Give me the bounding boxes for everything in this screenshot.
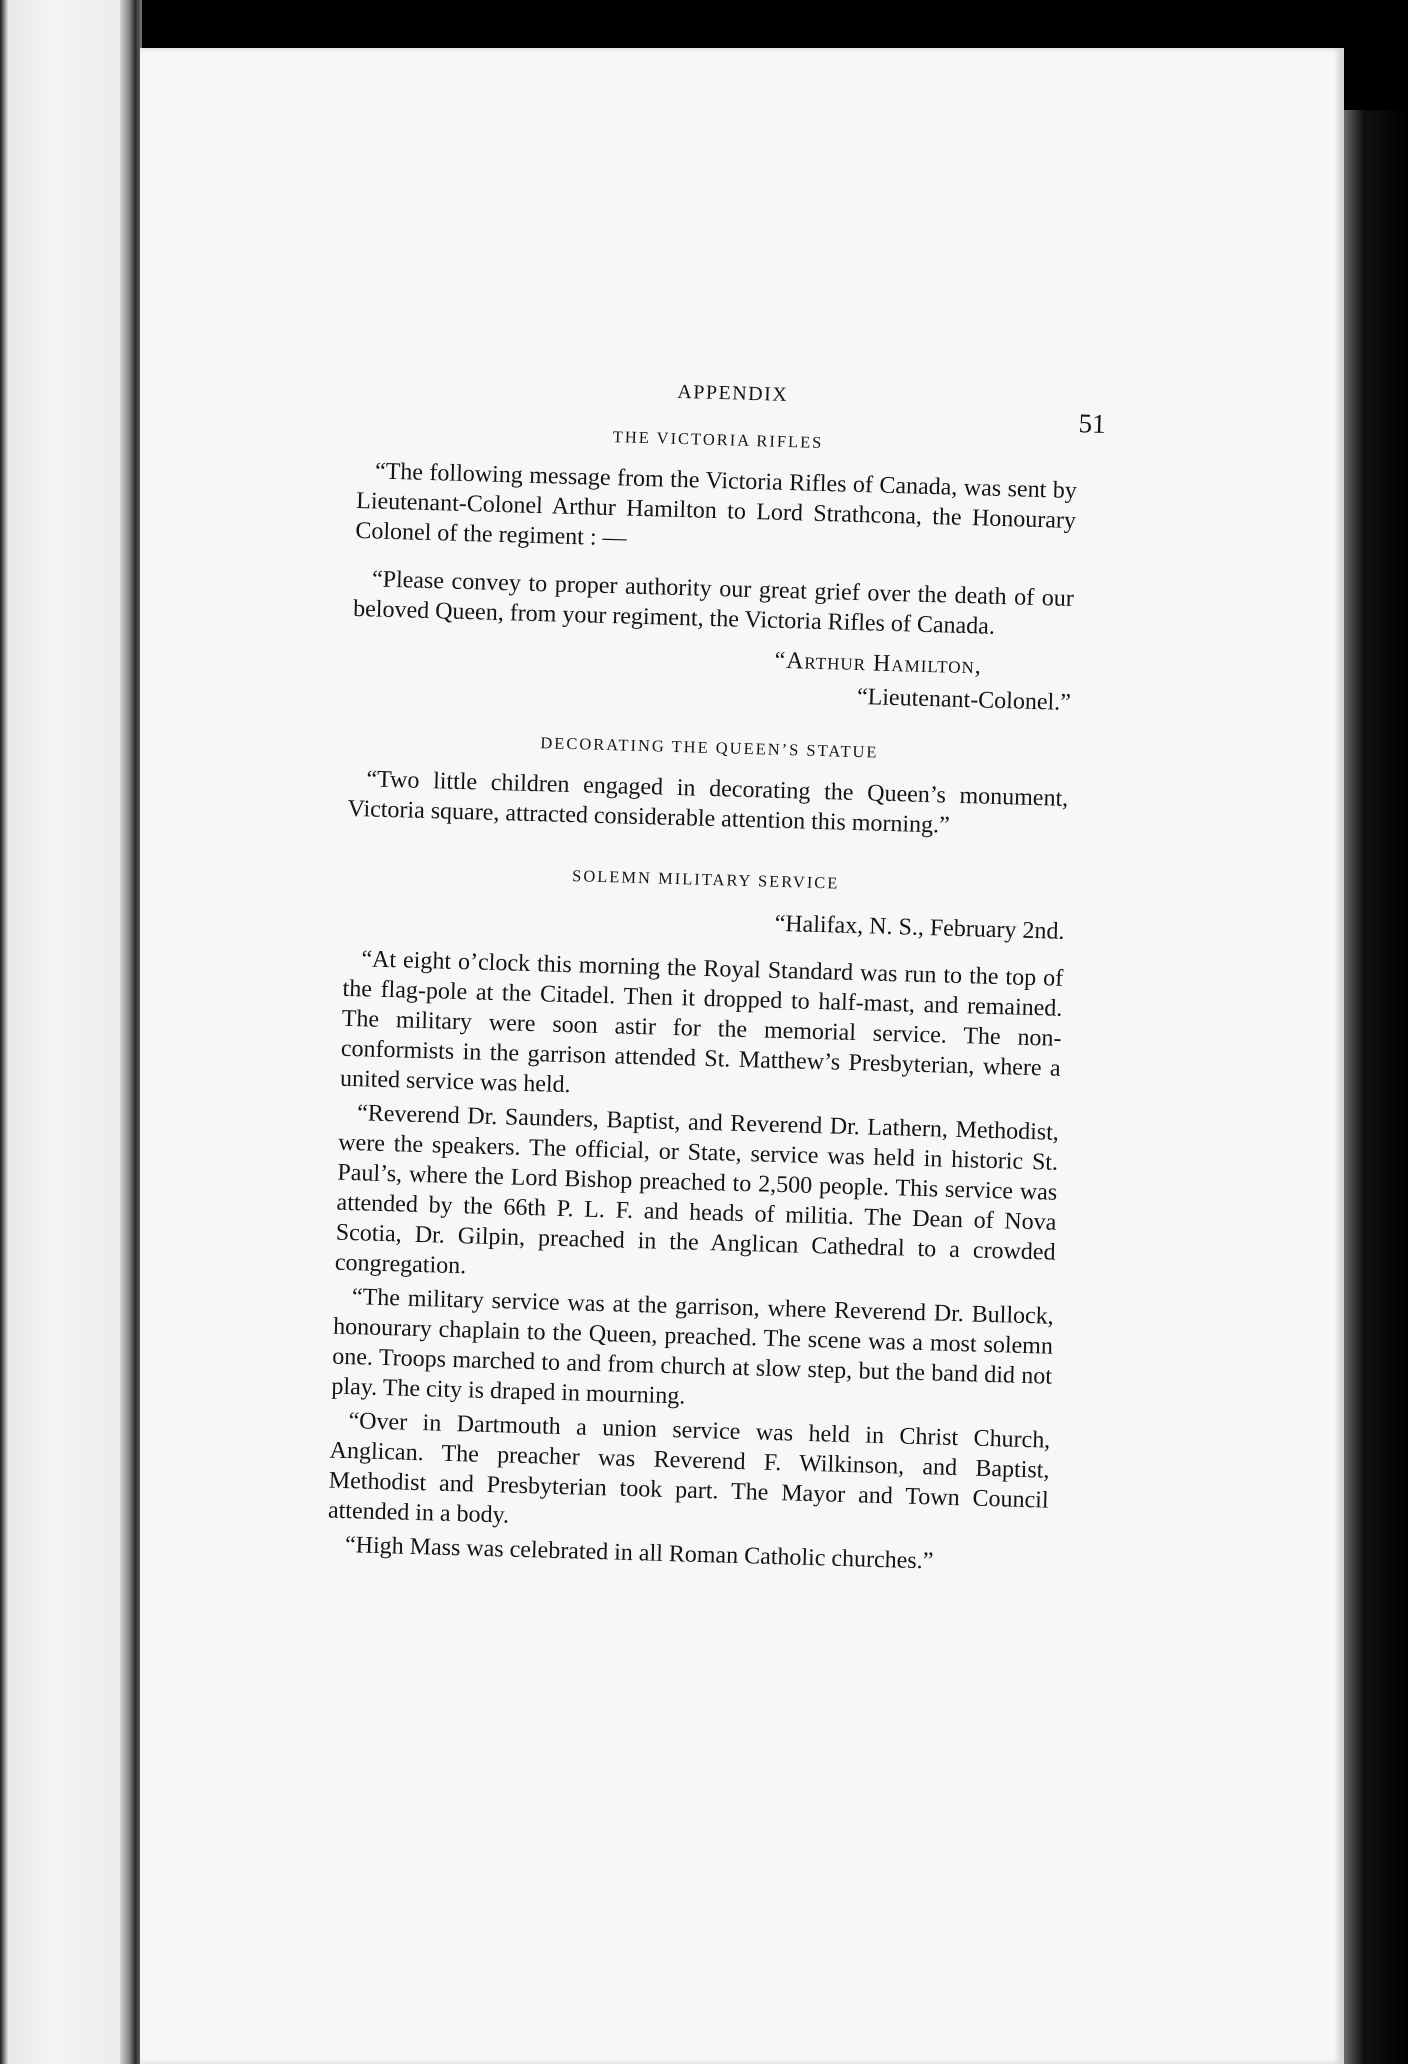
paragraph: “The following message from the Victoria Rifles of Canada, was sent by Lieutenant-Colonel Arthur Hamilton to Lord Strathcona, the Honourary Colonel of the regiment : — xyxy=(355,458,1078,552)
signature xyxy=(351,632,1073,720)
page-text-block xyxy=(327,366,1107,1584)
section-heading: SOLEMN MILITARY SERVICE xyxy=(571,866,840,893)
section-heading: DECORATING THE QUEEN’S STATUE xyxy=(540,733,879,762)
spine-gutter-shadow xyxy=(120,0,142,2064)
paragraph: “Please convey to proper authority our great grief over the death of our beloved Queen, from your regiment, the Victoria Rifles of Canada. xyxy=(352,566,1075,640)
section-solemn-military-service xyxy=(327,860,1066,1580)
page-number: 51 xyxy=(1078,408,1107,439)
section-heading: THE VICTORIA RIFLES xyxy=(612,427,824,452)
section-decorating-statue xyxy=(347,728,1069,844)
dateline: “Halifax, N. S., February 2nd. xyxy=(774,910,1065,945)
paragraph: “The military service was at the garrison, where Reverend Dr. Bullock, honourary chaplain to the Queen, preached. The scene was a most solemn one. Troops marched to and from church at slow step, but the band did not play. The city is draped in mourning. xyxy=(331,1284,1055,1410)
page-edge-shadow xyxy=(1344,110,1408,2064)
paragraph: “High Mass was celebrated in all Roman Catholic churches.” xyxy=(344,1532,934,1575)
signature-name: “Arthur Hamilton, xyxy=(774,647,983,680)
paragraph: “Reverend Dr. Saunders, Baptist, and Reverend Dr. Lathern, Methodist, were the speakers. The official, or State, service was held in historic St. Paul’s, where the Lord Bishop preached to 2,500 people. This service was attended by the 66th P. L. F. and heads of militia. The Dean of Nova Scotia, Dr. Gilpin, preached in the Anglican Cathedral to a crowded congregation. xyxy=(334,1100,1060,1280)
signature-title: “Lieutenant-Colonel.” xyxy=(856,684,1072,716)
paragraph: “Over in Dartmouth a union service was held in Christ Church, Anglican. The preacher was Reverend F. Wilkinson, and Baptist, Methodist and Presbyterian took part. The Mayor and Town Council attended in a body. xyxy=(327,1408,1051,1529)
running-title: APPENDIX xyxy=(677,380,789,406)
paragraph: “Two little children engaged in decorating the Queen’s monument, Victoria square, attracted considerable attention this morning.” xyxy=(347,766,1069,839)
book-spine xyxy=(0,0,138,2064)
paragraph: “At eight o’clock this morning the Royal Standard was run to the top of the flag-pole at the Citadel. Then it dropped to half-mast, and remained. The military were soon astir for the memorial service. The non-conformists in the garrison attended St. Matthew’s Presbyterian, where a united service was held. xyxy=(339,946,1064,1099)
section-victoria-rifles xyxy=(351,420,1079,720)
